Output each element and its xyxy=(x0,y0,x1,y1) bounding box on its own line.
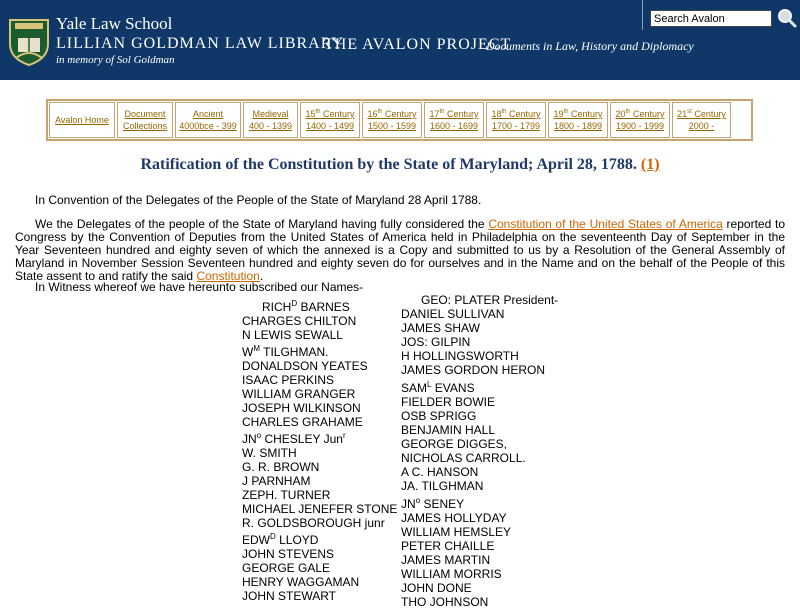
signer-name: NICHOLAS CARROLL. xyxy=(401,451,526,465)
century-word: Century xyxy=(447,109,479,119)
signer-name: JAMES SHAW xyxy=(401,321,480,335)
signer-name-sup: r xyxy=(342,431,346,440)
signer-name-part: SENEY xyxy=(420,497,465,511)
nav-document-collections[interactable] xyxy=(117,102,173,138)
signer-name: JOS: GILPIN xyxy=(401,335,471,349)
signer-name-part: EVANS xyxy=(431,381,475,395)
signer-name: ISAAC PERKINS xyxy=(242,373,335,387)
century-suffix: th xyxy=(439,109,445,115)
nav-label xyxy=(491,108,540,120)
signer-name: CHARGES CHILTON xyxy=(242,314,357,328)
paragraph-text: We the Delegates of the people of the State of Maryland having fully considered the xyxy=(35,217,489,231)
nav-label xyxy=(367,108,416,120)
signer-name: PETER CHAILLE xyxy=(401,539,495,553)
signer-name xyxy=(401,497,558,511)
nav-label xyxy=(677,108,726,120)
nav-16th-century[interactable] xyxy=(362,102,422,138)
paragraph-text: . xyxy=(259,269,264,283)
memory-line: in memory of Sol Goldman xyxy=(56,54,175,66)
century-number: 19 xyxy=(553,109,564,119)
nav-18th-century[interactable] xyxy=(486,102,546,138)
nav-label: 1400 - 1499 xyxy=(305,121,355,131)
century-suffix: th xyxy=(563,109,569,115)
nav-label: 2000 - xyxy=(688,121,715,131)
nav-15th-century[interactable] xyxy=(300,102,360,138)
signer-name: OSB SPRIGG xyxy=(401,409,477,423)
nav-label: Medieval xyxy=(252,109,289,119)
signer-name-part: TILGHMAN. xyxy=(260,345,329,359)
page-title-text: Ratification of the Constitution by the State of Maryland; April 28, 1788. xyxy=(140,156,637,173)
avalon-project-title[interactable]: THE AVALON PROJECT xyxy=(324,36,512,53)
search-input[interactable] xyxy=(650,10,772,27)
signer-name: W. SMITH xyxy=(242,446,297,460)
signer-name xyxy=(401,381,558,395)
century-word: Century xyxy=(509,109,541,119)
signer-name: JAMES GORDON HERON xyxy=(401,363,546,377)
signer-name: WILLIAM HEMSLEY xyxy=(401,525,512,539)
signer-name: GEORGE DIGGES, xyxy=(401,437,508,451)
nav-17th-century[interactable] xyxy=(424,102,484,138)
signer-name-part: EDW xyxy=(242,533,270,547)
signer-name-part: JN xyxy=(242,432,257,446)
nav-label: 1900 - 1999 xyxy=(615,121,665,131)
signer-name: THO JOHNSON xyxy=(401,595,489,609)
constitution-short-link[interactable]: Constitution xyxy=(196,269,260,283)
signer-name: H HOLLINGSWORTH xyxy=(401,349,519,363)
convention-paragraph: In Convention of the Delegates of the People of the State of Maryland 28 April 1788. xyxy=(35,193,482,207)
signer-name-sup: L xyxy=(427,380,432,389)
signer-name: JAMES HOLLYDAY xyxy=(401,511,507,525)
era-navigation xyxy=(46,99,753,141)
ratification-paragraph xyxy=(15,218,785,283)
nav-label: 1500 - 1599 xyxy=(367,121,417,131)
signer-name-sup: D xyxy=(270,532,276,541)
signer-name-part: LLOYD xyxy=(275,533,319,547)
signer-name-part: SAM xyxy=(401,381,428,395)
signer-name-sup: o xyxy=(256,431,262,440)
nav-label: Ancient xyxy=(192,109,224,119)
signer-name: MICHAEL JENEFER STONE xyxy=(242,502,398,516)
nav-label: 1700 - 1799 xyxy=(491,121,541,131)
nav-20th-century[interactable] xyxy=(610,102,670,138)
signer-name-part: CHESLEY Jun xyxy=(261,432,343,446)
page-title xyxy=(0,156,800,174)
search-divider xyxy=(642,0,643,30)
avalon-project-subtitle: Documents in Law, History and Diplomacy xyxy=(486,39,694,53)
signer-name: HENRY WAGGAMAN xyxy=(242,575,360,589)
signer-name: JOHN DONE xyxy=(401,581,472,595)
signer-name: JOHN STEWART xyxy=(242,589,337,603)
nav-label xyxy=(305,108,354,120)
nav-label xyxy=(553,108,602,120)
century-suffix: th xyxy=(315,109,321,115)
signer-name-sup: M xyxy=(253,344,260,353)
signer-name: G. R. BROWN xyxy=(242,460,320,474)
signer-name: FIELDER BOWIE xyxy=(401,395,496,409)
signer-name xyxy=(242,300,397,314)
century-number: 18 xyxy=(491,109,502,119)
signer-name: ZEPH. TURNER xyxy=(242,488,331,502)
century-number: 17 xyxy=(429,109,440,119)
signer-name: JOHN STEVENS xyxy=(242,547,335,561)
century-number: 15 xyxy=(305,109,316,119)
signer-name-part: JN xyxy=(401,497,416,511)
signers-left-column xyxy=(242,300,397,603)
century-word: Century xyxy=(694,109,726,119)
signer-name xyxy=(242,432,397,446)
signer-name: JA. TILGHMAN xyxy=(401,479,484,493)
site-header xyxy=(0,0,800,80)
search-button[interactable] xyxy=(776,7,798,29)
signer-name: GEO: PLATER President- xyxy=(421,293,559,307)
signer-name: GEORGE GALE xyxy=(242,561,331,575)
nav-ancient[interactable] xyxy=(175,102,241,138)
century-word: Century xyxy=(323,109,355,119)
nav-avalon-home[interactable] xyxy=(49,102,115,138)
signer-name: J PARNHAM xyxy=(242,474,311,488)
paragraph-text: reported to Congress by the Convention of Deputies from the United States of America held in Philadelphia on the seventeenth Day of September in the Year Seventeen hundred and eighty seven of which the annexed is a Copy and submitted to us by a Resolution of the General Assembly of Maryland in November Session Seventeen hundred and eighty seven do for ourselves and in the Name and on the behalf of the People of this State assent to and ratify the said xyxy=(15,217,785,283)
signer-name: N LEWIS SEWALL xyxy=(242,328,343,342)
nav-label: 1800 - 1899 xyxy=(553,121,603,131)
nav-label: Document xyxy=(124,109,166,119)
century-suffix: st xyxy=(687,109,692,115)
century-number: 20 xyxy=(615,109,626,119)
signer-name-part: BARNES xyxy=(297,300,350,314)
library-name[interactable]: LILLIAN GOLDMAN LAW LIBRARY xyxy=(56,35,345,52)
century-word: Century xyxy=(571,109,603,119)
century-number: 21 xyxy=(677,109,688,119)
signer-name: R. GOLDSBOROUGH junr xyxy=(242,516,385,530)
century-word: Century xyxy=(633,109,665,119)
signer-name-part: RICH xyxy=(262,300,292,314)
century-number: 16 xyxy=(367,109,378,119)
signer-name-sup: o xyxy=(415,496,421,505)
signer-name: JOSEPH WILKINSON xyxy=(242,401,361,415)
signer-name xyxy=(242,345,397,359)
signer-name-part: W xyxy=(242,345,254,359)
witness-paragraph: In Witness whereof we have hereunto subscribed our Names- xyxy=(35,280,364,294)
nav-label: 4000bce - 399 xyxy=(179,121,237,131)
century-word: Century xyxy=(385,109,417,119)
nav-label xyxy=(615,108,664,120)
century-suffix: th xyxy=(625,109,631,115)
signer-name: WILLIAM GRANGER xyxy=(242,387,356,401)
nav-21st-century[interactable] xyxy=(672,102,731,138)
yale-law-school-label[interactable]: Yale Law School xyxy=(56,14,173,33)
magnifier-icon xyxy=(776,7,798,29)
nav-label: 1600 - 1699 xyxy=(429,121,479,131)
signer-name-sup: D xyxy=(291,299,298,308)
nav-medieval[interactable] xyxy=(243,102,298,138)
signer-name: DANIEL SULLIVAN xyxy=(401,307,505,321)
constitution-link[interactable]: Constitution of the United States of America xyxy=(488,217,723,231)
signer-name: WILLIAM MORRIS xyxy=(401,567,502,581)
nav-label: Collections xyxy=(122,121,168,131)
yale-shield-logo[interactable] xyxy=(8,18,50,66)
signer-name xyxy=(242,533,397,547)
century-suffix: th xyxy=(377,109,383,115)
footnote-link[interactable]: (1) xyxy=(640,156,660,173)
signer-name: CHARLES GRAHAME xyxy=(242,415,363,429)
signer-name: BENJAMIN HALL xyxy=(401,423,496,437)
nav-label: Avalon Home xyxy=(55,115,109,125)
century-suffix: th xyxy=(501,109,507,115)
signers-right-column xyxy=(401,293,558,609)
signer-name: A C. HANSON xyxy=(401,465,479,479)
nav-label xyxy=(429,108,478,120)
signer-name: DONALDSON YEATES xyxy=(242,359,368,373)
nav-19th-century[interactable] xyxy=(548,102,608,138)
signer-name: JAMES MARTIN xyxy=(401,553,491,567)
nav-label: 400 - 1399 xyxy=(248,121,293,131)
